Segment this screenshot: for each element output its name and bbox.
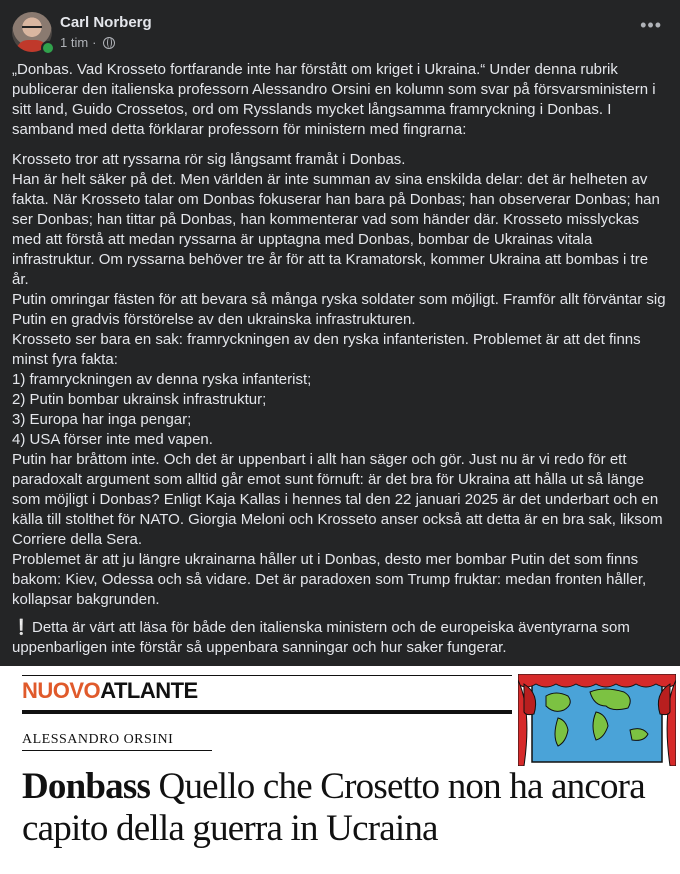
byline-rule	[22, 750, 212, 751]
online-status-dot	[41, 41, 55, 55]
post-line: Krosseto ser bara en sak: framryckningen av den ryska infanteristen. Problemet är att det finns minst fyra fakta:	[12, 331, 641, 368]
post-line: Krosseto tror att ryssarna rör sig långsamt framåt i Donbas.	[12, 151, 406, 168]
world-map-theater-illustration	[518, 674, 676, 766]
headline-rest: Quello che Crosetto non ha ancora capito della guerra in Ucraina	[22, 766, 645, 849]
exclamation-icon: ❕	[12, 619, 31, 636]
post-line: 3) Europa har inga pengar;	[12, 411, 192, 428]
masthead-black: ATLANTE	[100, 678, 198, 703]
article-byline: ALESSANDRO ORSINI	[22, 732, 174, 747]
post-line: Han är helt säker på det. Men världen är inte summan av sina enskilda delar: det är helheten av fakta. När Krosseto talar om Donbas fokuserar han bara på Donbas; han observerar Donbas; han ser Donbas; han tittar på Donbas, han kommenterar vad som händer där. Krosseto misslyckas med att förstå att medan ryssarna är upptagna med Donbas, bombar de Ukrainas vitala infrastruktur. Om ryssarna behöver tre år för att ta Kramatorsk, kommer Ukraina att bombas i tre år.	[12, 171, 660, 288]
avatar-glasses	[22, 26, 42, 32]
post-header	[12, 12, 668, 56]
post-time[interactable]: 1 tim	[60, 35, 89, 50]
article-headline	[22, 766, 662, 850]
more-options-icon[interactable]: •••	[640, 15, 662, 35]
post-line: 2) Putin bombar ukrainsk infrastruktur;	[12, 391, 267, 408]
article-image[interactable]	[0, 666, 680, 874]
masthead-rule	[22, 710, 512, 714]
post-line: 4) USA förser inte med vapen.	[12, 431, 213, 448]
meta-separator: ·	[92, 35, 97, 50]
post-line: 1) framryckningen av denna ryska infanterist;	[12, 371, 312, 388]
post-note-text: Detta är värt att läsa för både den italienska ministern och de europeiska äventyrarna som uppenbarligen inte förstår så uppenbara sanningar och hur saker fungerar.	[12, 619, 630, 656]
headline-bold: Donbass	[22, 766, 151, 807]
post-meta	[60, 35, 115, 50]
masthead-top-rule	[22, 675, 512, 676]
masthead-red: NUOVO	[22, 678, 101, 703]
author-name[interactable]: Carl Norberg	[60, 14, 152, 31]
post-line: Problemet är att ju längre ukrainarna håller ut i Donbas, desto mer bombar Putin det som finns bakom: Kiev, Odessa och så vidare. Det är paradoxen som Trump fruktar: medan fronten håller, kollapsar bakgrunden.	[12, 551, 647, 608]
post-intro: „Donbas. Vad Krosseto fortfarande inte har förstått om kriget i Ukraina.“ Under denna rubrik publicerar den italienska professorn Alessandro Orsini en kolumn som svar på försvarsministern i sitt land, Guido Crossetos, ord om Rysslands mycket långsamma framryckning i Donbas. I samband med detta förklarar professorn för ministern med fingrarna:	[12, 61, 656, 138]
post-body	[12, 60, 668, 658]
post-line: Putin har bråttom inte. Och det är uppenbart i allt han säger och gör. Just nu är vi redo för ett paradoxalt argument som alltid går emot sunt förnuft: är det bra för Ukraina att hålla ut så länge som möjligt i Donbas? Enligt Kaja Kallas i hennes tal den 22 januari 2025 är det underbart och en källa till stolthet för NATO. Giorgia Meloni och Krosseto anser också att detta är en bra sak, liksom Corriere della Sera.	[12, 451, 663, 548]
post-line: Putin omringar fästen för att bevara så många ryska soldater som möjligt. Framför allt förväntar sig Putin en gradvis förstörelse av den ukrainska infrastrukturen.	[12, 291, 666, 328]
masthead	[22, 678, 198, 704]
post-note	[12, 618, 668, 658]
globe-icon[interactable]	[103, 37, 115, 49]
